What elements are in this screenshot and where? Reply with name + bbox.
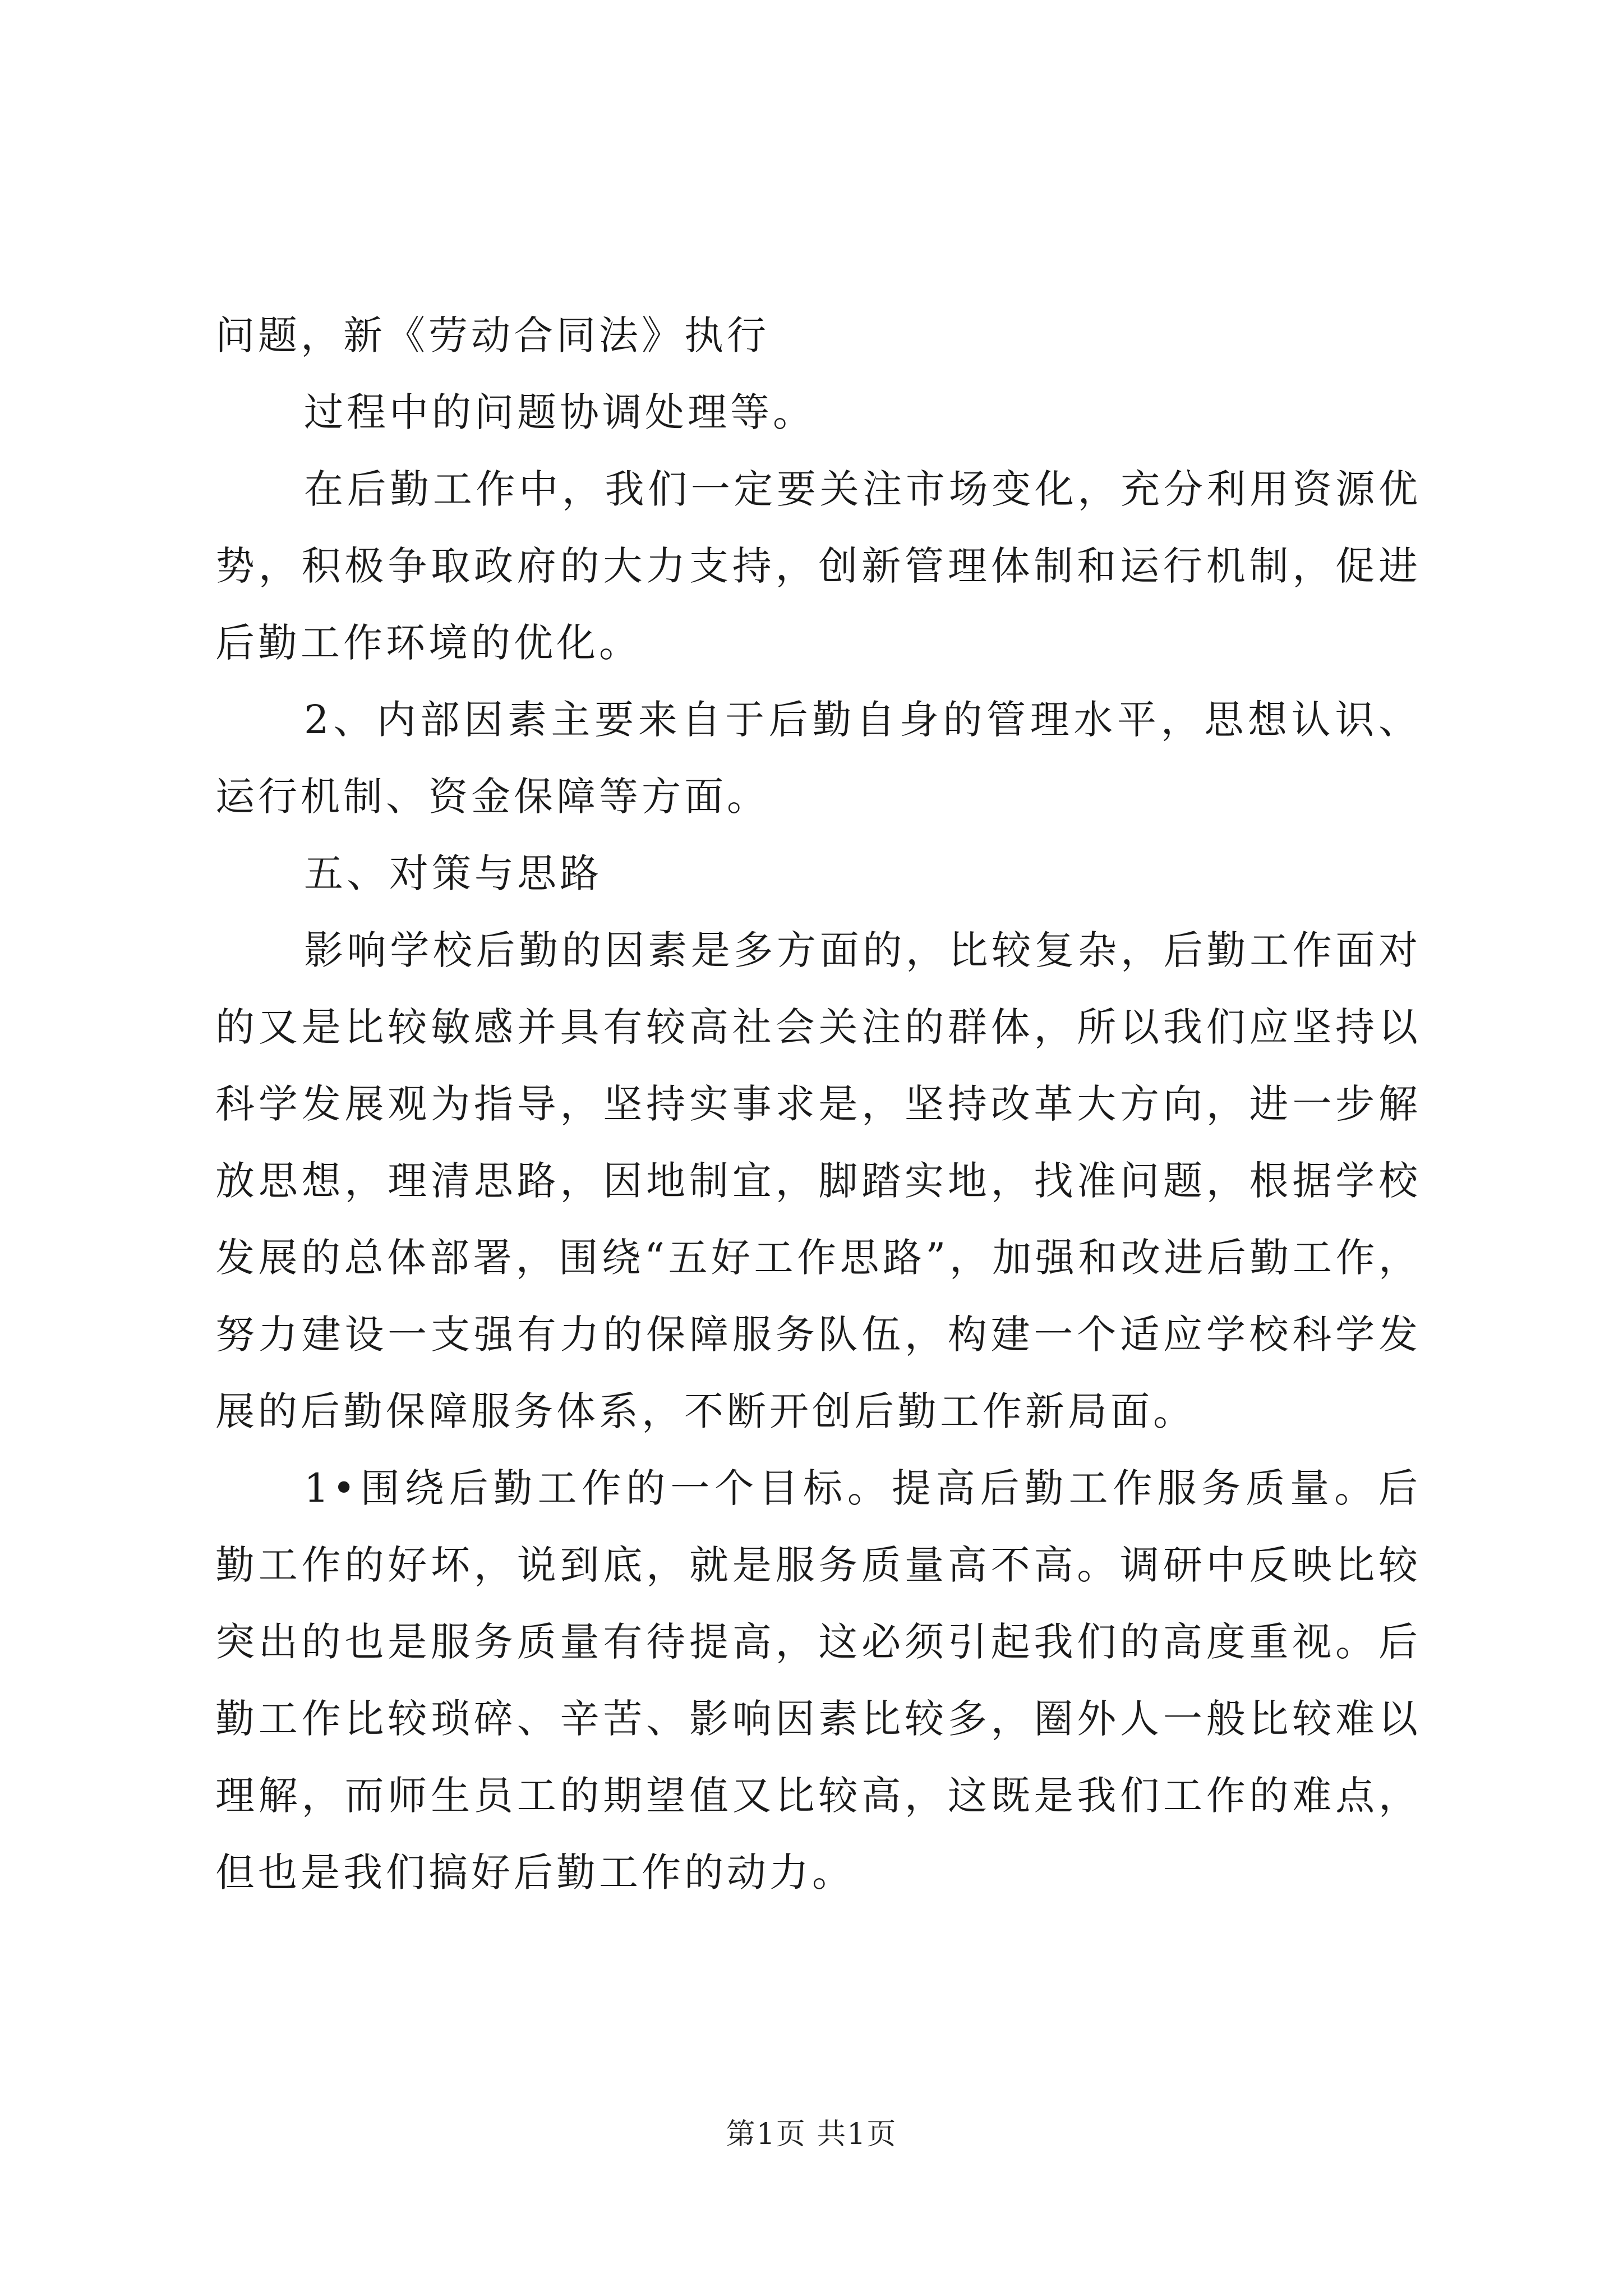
paragraph-internal-factors: 2、内部因素主要来自于后勤自身的管理水平，思想认识、运行机制、资金保障等方面。	[215, 697, 1421, 820]
paragraph-continuation: 问题，新《劳动合同法》执行	[215, 312, 769, 358]
paragraph-continuation-2: 过程中的问题协调处理等。	[304, 389, 815, 435]
paragraph-service-quality: 1•围绕后勤工作的一个目标。提高后勤工作服务质量。后勤工作的好坏，说到底，就是服务质量高不高。调研中反映比较突出的也是服务质量有待提高，这必须引起我们的高度重视。后勤工作比较琐碎、辛苦、影响因素比较多，圈外人一般比较难以理解，而师生员工的期望值又比较高，这既是我们工作的难点，但也是我们搞好后勤工作的动力。	[215, 1465, 1421, 1895]
paragraph-influencing-factors: 影响学校后勤的因素是多方面的，比较复杂，后勤工作面对的又是比较敏感并具有较高社会关注的群体，所以我们应坚持以科学发展观为指导，坚持实事求是，坚持改革大方向，进一步解放思想，理清思路，因地制宜，脚踏实地，找准问题，根据学校发展的总体部署，围绕“五好工作思路”，加强和改进后勤工作，努力建设一支强有力的保障服务队伍，构建一个适应学校科学发展的后勤保障服务体系，不断开创后勤工作新局面。	[215, 927, 1421, 1434]
page-footer: 第1页 共1页	[726, 2118, 897, 2151]
document-body	[215, 297, 1421, 1911]
paragraph-logistics-environment: 在后勤工作中，我们一定要关注市场变化，充分利用资源优势，积极争取政府的大力支持，创新管理体制和运行机制，促进后勤工作环境的优化。	[215, 466, 1421, 666]
section-heading-strategies: 五、对策与思路	[304, 850, 602, 896]
